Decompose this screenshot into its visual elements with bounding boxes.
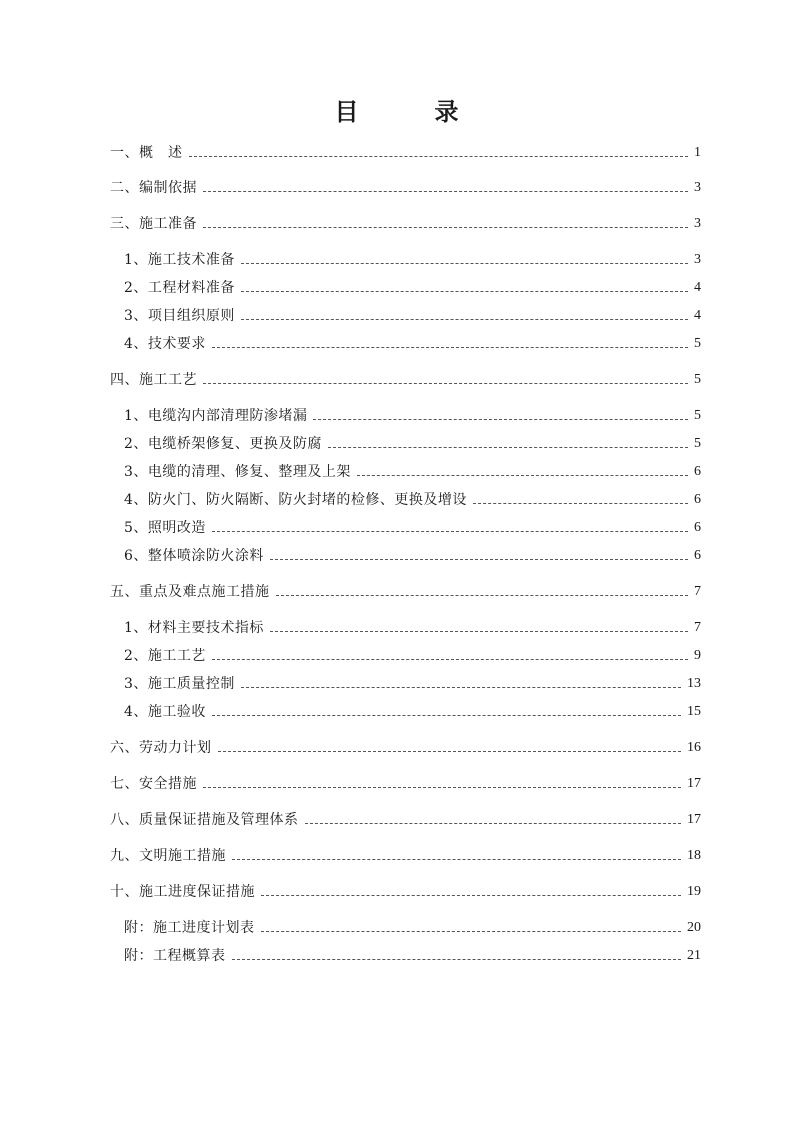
toc-leader xyxy=(241,319,688,320)
toc-page-number: 5 xyxy=(694,372,701,387)
toc-page-number: 16 xyxy=(687,740,701,755)
toc-entry-label: 6、整体喷涂防火涂料 xyxy=(124,548,264,564)
toc-page-number: 3 xyxy=(694,180,701,195)
toc-entry[interactable] xyxy=(124,249,701,271)
toc-entry-label: 五、重点及难点施工措施 xyxy=(110,584,270,600)
toc-leader xyxy=(232,859,681,860)
toc-page-number: 6 xyxy=(694,548,701,563)
toc-leader xyxy=(261,931,682,932)
toc-page-number: 17 xyxy=(687,776,701,791)
toc-leader xyxy=(218,751,682,752)
toc-page-number: 5 xyxy=(694,408,701,423)
toc-leader xyxy=(203,227,688,228)
toc-page-number: 6 xyxy=(694,464,701,479)
toc-page-number: 21 xyxy=(687,948,701,963)
toc-entry[interactable] xyxy=(124,517,701,539)
toc-leader xyxy=(357,475,688,476)
toc-entry[interactable] xyxy=(110,845,701,867)
toc-page-number: 18 xyxy=(687,848,701,863)
toc-entry-label: 附：施工进度计划表 xyxy=(124,920,255,936)
toc-page-number: 7 xyxy=(694,584,701,599)
toc-page-number: 4 xyxy=(694,280,701,295)
toc-entry-label: 4、施工验收 xyxy=(124,704,206,720)
toc-page-number: 13 xyxy=(687,676,701,691)
toc-leader xyxy=(241,291,688,292)
toc-leader xyxy=(189,156,689,157)
toc-entry-label: 四、施工工艺 xyxy=(110,372,197,388)
toc-leader xyxy=(212,715,681,716)
toc-entry[interactable] xyxy=(124,277,701,299)
toc-entry[interactable] xyxy=(124,701,701,723)
toc-entry[interactable] xyxy=(110,881,701,903)
toc-leader xyxy=(203,191,688,192)
toc-entry-label: 附：工程概算表 xyxy=(124,948,226,964)
toc-page-number: 20 xyxy=(687,920,701,935)
toc-entry[interactable] xyxy=(110,809,701,831)
toc-page-number: 19 xyxy=(687,884,701,899)
toc-entry[interactable] xyxy=(124,305,701,327)
toc-entry-label: 3、电缆的清理、修复、整理及上架 xyxy=(124,464,351,480)
toc-entry[interactable] xyxy=(110,369,701,391)
toc-entry[interactable] xyxy=(124,917,701,939)
toc-leader xyxy=(203,787,681,788)
toc-entry-label: 十、施工进度保证措施 xyxy=(110,884,255,900)
toc-entry[interactable] xyxy=(124,617,701,639)
toc-entry-label: 八、质量保证措施及管理体系 xyxy=(110,812,299,828)
toc-page-number: 1 xyxy=(694,145,701,160)
toc-entry-label: 1、材料主要技术指标 xyxy=(124,620,264,636)
toc-entry[interactable] xyxy=(124,461,701,483)
toc-leader xyxy=(261,895,681,896)
toc-entry[interactable] xyxy=(124,645,701,667)
toc-entry[interactable] xyxy=(110,142,701,164)
toc-entry[interactable] xyxy=(124,489,701,511)
toc-leader xyxy=(241,263,688,264)
toc-entry[interactable] xyxy=(124,405,701,427)
toc-entry-label: 七、安全措施 xyxy=(110,776,197,792)
toc-page-number: 4 xyxy=(694,308,701,323)
toc-leader xyxy=(276,595,689,596)
toc-entry-label: 4、技术要求 xyxy=(124,336,206,352)
toc-entry-label: 5、照明改造 xyxy=(124,520,206,536)
toc-leader xyxy=(270,631,688,632)
toc-page-number: 9 xyxy=(694,648,701,663)
toc-leader xyxy=(241,687,681,688)
toc-entry-label: 三、施工准备 xyxy=(110,216,197,232)
toc-entry[interactable] xyxy=(110,581,701,603)
toc-page-number: 7 xyxy=(694,620,701,635)
toc-page-number: 17 xyxy=(687,812,701,827)
toc-leader xyxy=(305,823,682,824)
toc-leader xyxy=(232,959,682,960)
toc-page-number: 3 xyxy=(694,252,701,267)
toc-entry-label: 1、施工技术准备 xyxy=(124,252,235,268)
document-title: 目 录 xyxy=(334,97,485,126)
toc-entry-label: 1、电缆沟内部清理防渗堵漏 xyxy=(124,408,308,424)
toc-entry-label: 2、电缆桥架修复、更换及防腐 xyxy=(124,436,322,452)
toc-entry-label: 4、防火门、防火隔断、防火封堵的检修、更换及增设 xyxy=(124,492,467,508)
toc-leader xyxy=(212,531,688,532)
toc-entry[interactable] xyxy=(110,177,701,199)
toc-leader xyxy=(212,347,688,348)
toc-entry-label: 六、劳动力计划 xyxy=(110,740,212,756)
toc-leader xyxy=(203,383,688,384)
toc-leader xyxy=(328,447,688,448)
toc-entry[interactable] xyxy=(124,333,701,355)
toc-page-number: 5 xyxy=(694,336,701,351)
toc-entry[interactable] xyxy=(124,433,701,455)
toc-entry[interactable] xyxy=(124,673,701,695)
toc-page-number: 6 xyxy=(694,520,701,535)
toc-leader xyxy=(473,503,688,504)
toc-entry-label: 3、施工质量控制 xyxy=(124,676,235,692)
toc-entry-label: 一、概 述 xyxy=(110,145,183,161)
toc-entry[interactable] xyxy=(110,737,701,759)
toc-entry[interactable] xyxy=(110,213,701,235)
toc-page-number: 3 xyxy=(694,216,701,231)
toc-page-number: 15 xyxy=(687,704,701,719)
toc-entry-label: 二、编制依据 xyxy=(110,180,197,196)
toc-entry[interactable] xyxy=(124,545,701,567)
toc-entry-label: 3、项目组织原则 xyxy=(124,308,235,324)
toc-entry[interactable] xyxy=(110,773,701,795)
toc-leader xyxy=(212,659,688,660)
toc-entry-label: 2、工程材料准备 xyxy=(124,280,235,296)
toc-entry-label: 九、文明施工措施 xyxy=(110,848,226,864)
toc-leader xyxy=(313,419,688,420)
toc-page-number: 6 xyxy=(694,492,701,507)
toc-leader xyxy=(270,559,688,560)
toc-entry-label: 2、施工工艺 xyxy=(124,648,206,664)
toc-page-number: 5 xyxy=(694,436,701,451)
toc-entry[interactable] xyxy=(124,945,701,967)
